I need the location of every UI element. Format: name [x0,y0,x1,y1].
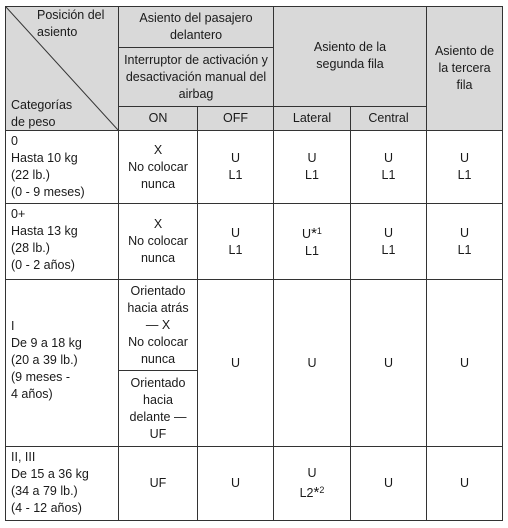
lateral-cell: U L1 [274,131,351,204]
lateral-cell: U*$^1$ L1 [274,204,351,280]
table-row [6,131,503,204]
footnote-asterisk: * [313,484,320,501]
footnote-number: 2 [319,485,325,495]
central-cell: U L1 [351,204,427,280]
weight-category-cell: 0+ Hasta 13 kg (28 lb.) (0 - 2 años) [6,204,119,280]
compatibility-table [5,6,503,521]
third-row-cell: U L1 [427,204,503,280]
third-row-header: Asiento de la tercera fila [427,7,503,131]
weight-category-cell: I De 9 a 18 kg (20 a 39 lb.) (9 meses - 4 años) [6,280,119,447]
lateral-cell: U L2*$^2$ [274,447,351,521]
table-row [6,280,503,371]
weight-category-cell: 0 Hasta 10 kg (22 lb.) (0 - 9 meses) [6,131,119,204]
central-header: Central [351,106,427,130]
third-row-cell: U L1 [427,131,503,204]
on-header: ON [119,106,198,130]
footnote-number: 1 [316,226,322,236]
corner-header-cell [6,7,119,131]
seat-position-label: Posición del asiento [37,8,105,39]
weight-category-label: Categorías de peso [11,98,73,129]
off-cell: U L1 [198,131,274,204]
on-cell: X No colocar nunca [119,131,198,204]
off-header: OFF [198,106,274,130]
table-row [6,204,503,280]
off-cell: U [198,447,274,521]
on-cell-forward-facing: Orientado hacia delante — UF [119,371,198,447]
second-row-header: Asiento de la segunda fila [274,7,427,107]
third-row-cell: U [427,447,503,521]
lateral-header: Lateral [274,106,351,130]
on-cell: X No colocar nunca [119,204,198,280]
footnote-asterisk: * [311,225,317,242]
weight-category-cell: II, III De 15 a 36 kg (34 a 79 lb.) (4 - 12 años) [6,447,119,521]
off-cell: U [198,280,274,447]
lateral-cell: U [274,280,351,447]
airbag-switch-header: Interruptor de activación y desactivación manual del airbag [119,48,274,106]
front-seat-header: Asiento del pasajero delantero [119,7,274,48]
off-cell: U L1 [198,204,274,280]
on-cell: UF [119,447,198,521]
central-cell: U [351,447,427,521]
central-cell: U [351,280,427,447]
on-cell-rear-facing: Orientado hacia atrás — X No colocar nunca [119,280,198,371]
third-row-cell: U [427,280,503,447]
central-cell: U L1 [351,131,427,204]
table-row [6,447,503,521]
